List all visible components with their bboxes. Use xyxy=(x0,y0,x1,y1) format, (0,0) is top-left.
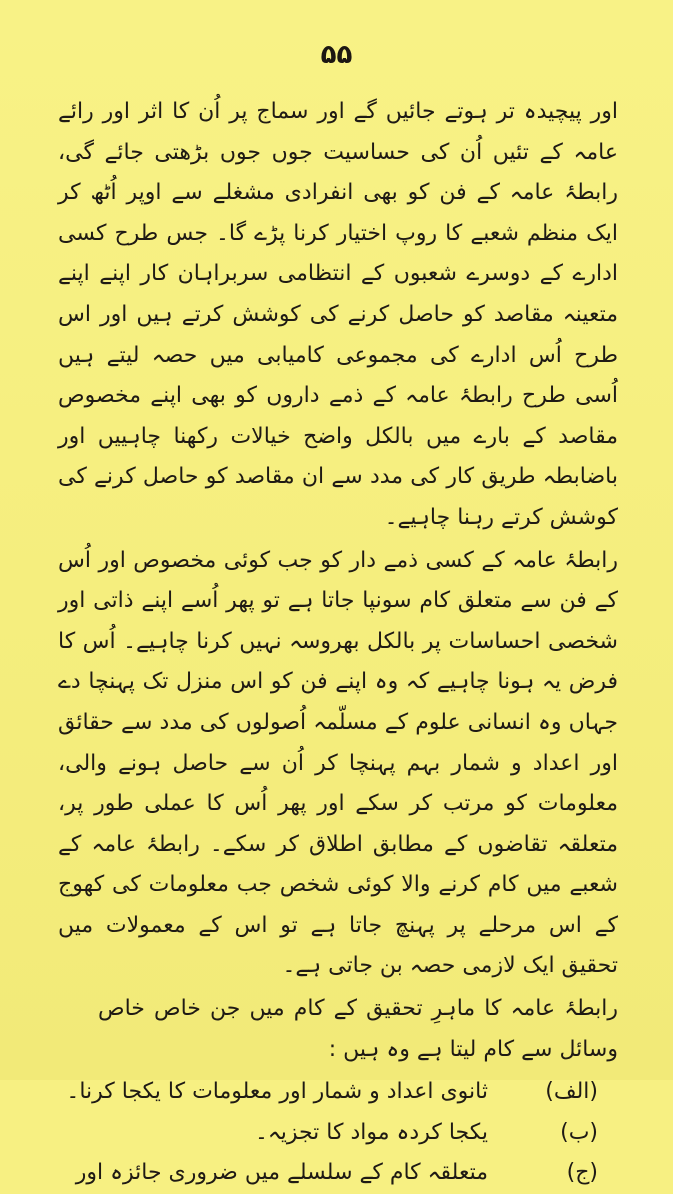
page-body xyxy=(58,92,618,1194)
list-item xyxy=(58,1072,618,1113)
list-intro: رابطۂ عامہ کا ماہرِ تحقیق کے کام میں جن خاص خاص وسائل سے کام لیتا ہے وہ ہیں : xyxy=(98,996,618,1062)
paragraph-1: اور پیچیدہ تر ہوتے جائیں گے اور سماج پر اُن کا اثر اور رائے عامہ کے تئیں اُن کی حساسیت جوں جوں بڑھتی جائے گی، رابطۂ عامہ کے فن کو بھی انفرادی مشغلے سے اوپر اُٹھ کر ایک منظم شعبے کا روپ اختیار کرنا پڑے گا۔ جس طرح کسی ادارے کے دوسرے شعبوں کے انتظامی سربراہان کار اپنے اپنے متعینہ مقاصد کو حاصل کرنے کی کوشش کرتے ہیں اور اس طرح اُس ادارے کی مجموعی کامیابی میں حصہ لیتے ہیں اُسی طرح رابطۂ عامہ کے ذمے داروں کو بھی اپنے مخصوص مقاصد کے بارے میں بالکل واضح خیالات رکھنا چاہییں اور باضابطہ طریق کار کی مدد سے ان مقاصد کو حاصل کرنے کی کوشش کرتے رہنا چاہیے۔ xyxy=(58,99,618,530)
list-item-marker: (الف) xyxy=(545,1079,598,1105)
resource-list xyxy=(58,1072,618,1194)
list-item-text: یکجا کردہ مواد کا تجزیہ۔ xyxy=(254,1119,488,1145)
list-item-marker: (ب) xyxy=(560,1119,598,1145)
list-item-text: ثانوی اعداد و شمار اور معلومات کا یکجا کرنا۔ xyxy=(66,1079,488,1105)
list-item-marker: (ج) xyxy=(566,1160,598,1186)
list-item xyxy=(58,1153,618,1194)
list-item xyxy=(58,1113,618,1154)
paragraph-2: رابطۂ عامہ کے کسی ذمے دار کو جب کوئی مخصوص اور اُس کے فن سے متعلق کام سونپا جاتا ہے تو پھر اُسے اپنے ذاتی اور شخصی احساسات پر بالکل بھروسہ نہیں کرنا چاہیے۔ اُس کا فرض یہ ہونا چاہیے کہ وہ اپنے فن کو اس منزل تک پہنچا دے جہاں وہ انسانی علوم کے مسلّمہ اُصولوں کی مدد سے حقائق اور اعداد و شمار بہم پہنچا کر اُن سے حاصل ہونے والی، معلومات کو مرتب کر سکے اور پھر اُس کا عملی طور پر، متعلقہ تقاضوں کے مطابق اطلاق کر سکے۔ رابطۂ عامہ کے شعبے میں کام کرنے والا کوئی شخص جب معلومات کی کھوج کے اس مرحلے پر پہنچ جاتا ہے تو اس کے معمولات میں تحقیق ایک لازمی حصہ بن جاتی ہے۔ xyxy=(58,547,618,979)
list-item-text: متعلقہ کام کے سلسلے میں ضروری جائزہ اور xyxy=(75,1160,488,1186)
page-number: ۵۵ xyxy=(320,40,353,70)
